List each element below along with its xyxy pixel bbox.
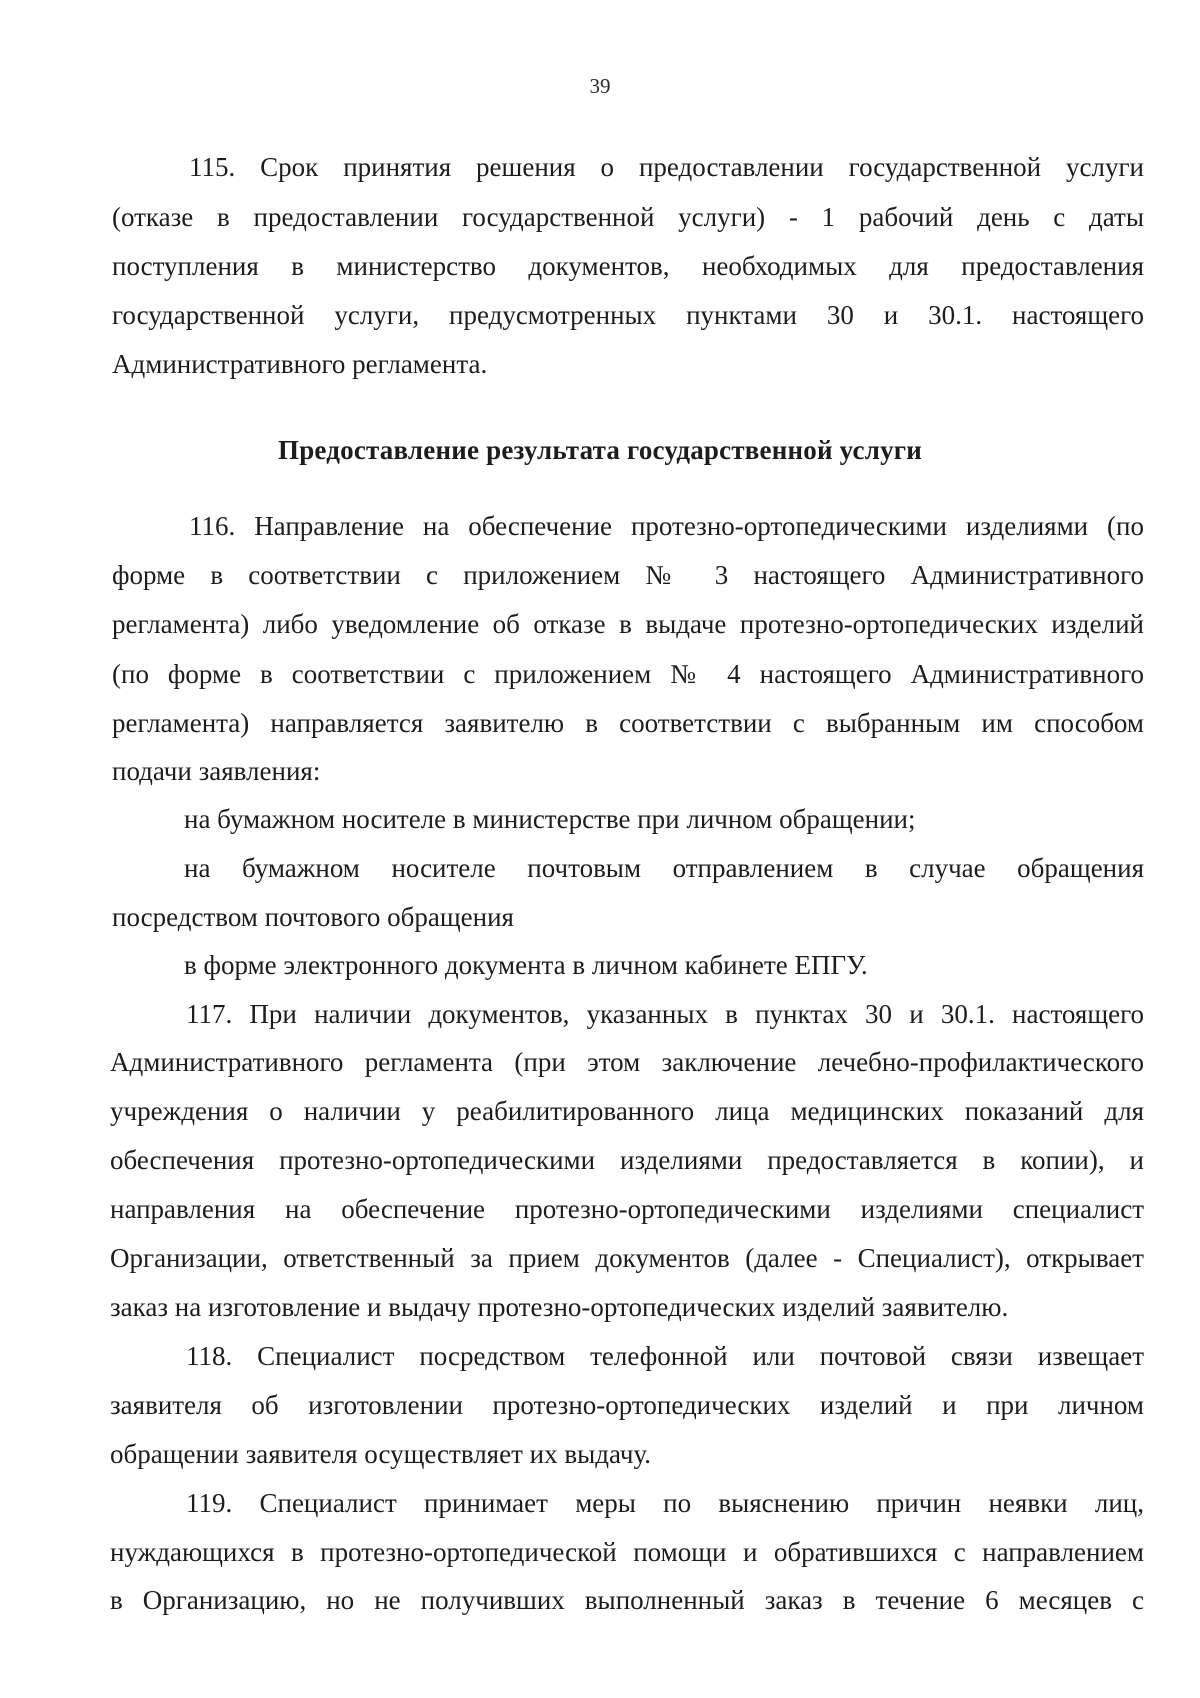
page-number: 39 [589, 74, 611, 98]
text-line: регламента) направляется заявителю в соответствии с выбранным им способом [112, 708, 1144, 738]
text-line: заказ на изготовление и выдачу протезно-ортопедических изделий заявителю. [110, 1292, 1009, 1322]
text-line: поступления в министерство документов, необходимых для предоставления [112, 251, 1144, 281]
text-line: Административного регламента (при этом заключение лечебно-профилактического [110, 1047, 1144, 1077]
text-line: государственной услуги, предусмотренных пунктами 30 и 30.1. настоящего [112, 300, 1144, 330]
text-line: 115. Срок принятия решения о предоставлении государственной услуги [189, 152, 1144, 182]
text-line: в Организацию, но не получивших выполненный заказ в течение 6 месяцев с [110, 1585, 1144, 1615]
text-line: 118. Специалист посредством телефонной или почтовой связи извещает [186, 1341, 1144, 1371]
text-line: обеспечения протезно-ортопедическими изделиями предоставляется в копии), и [110, 1145, 1144, 1175]
text-line: заявителя об изготовлении протезно-ортопедических изделий и при личном [110, 1390, 1144, 1420]
text-line: регламента) либо уведомление об отказе в выдаче протезно-ортопедических изделий [112, 609, 1144, 639]
text-line: подачи заявления: [112, 756, 321, 786]
text-line: нуждающихся в протезно-ортопедической помощи и обратившихся с направлением [110, 1537, 1144, 1567]
section-heading: Предоставление результата государственной услуги [278, 435, 922, 465]
text-line: посредством почтового обращения [112, 902, 514, 932]
text-line: (отказе в предоставлении государственной услуги) - 1 рабочий день с даты [112, 202, 1144, 232]
text-line: (по форме в соответствии с приложением № 4 настоящего Административного [112, 659, 1144, 689]
text-line: 119. Специалист принимает меры по выяснению причин неявки лиц, [186, 1488, 1144, 1518]
text-line: 116. Направление на обеспечение протезно-ортопедическими изделиями (по [189, 511, 1144, 541]
text-line: обращении заявителя осуществляет их выдачу. [110, 1439, 651, 1469]
text-line: Административного регламента. [112, 349, 488, 379]
text-line: Организации, ответственный за прием документов (далее - Специалист), открывает [110, 1243, 1144, 1273]
text-line: учреждения о наличии у реабилитированного лица медицинских показаний для [110, 1096, 1144, 1126]
text-line: на бумажном носителе почтовым отправлением в случае обращения [184, 853, 1144, 883]
text-line: 117. При наличии документов, указанных в пунктах 30 и 30.1. настоящего [186, 999, 1144, 1029]
text-line: на бумажном носителе в министерстве при личном обращении; [184, 804, 916, 834]
text-line: направления на обеспечение протезно-ортопедическими изделиями специалист [110, 1194, 1144, 1224]
text-line: в форме электронного документа в личном кабинете ЕПГУ. [184, 950, 868, 980]
text-line: форме в соответствии с приложением № 3 настоящего Административного [112, 560, 1144, 590]
